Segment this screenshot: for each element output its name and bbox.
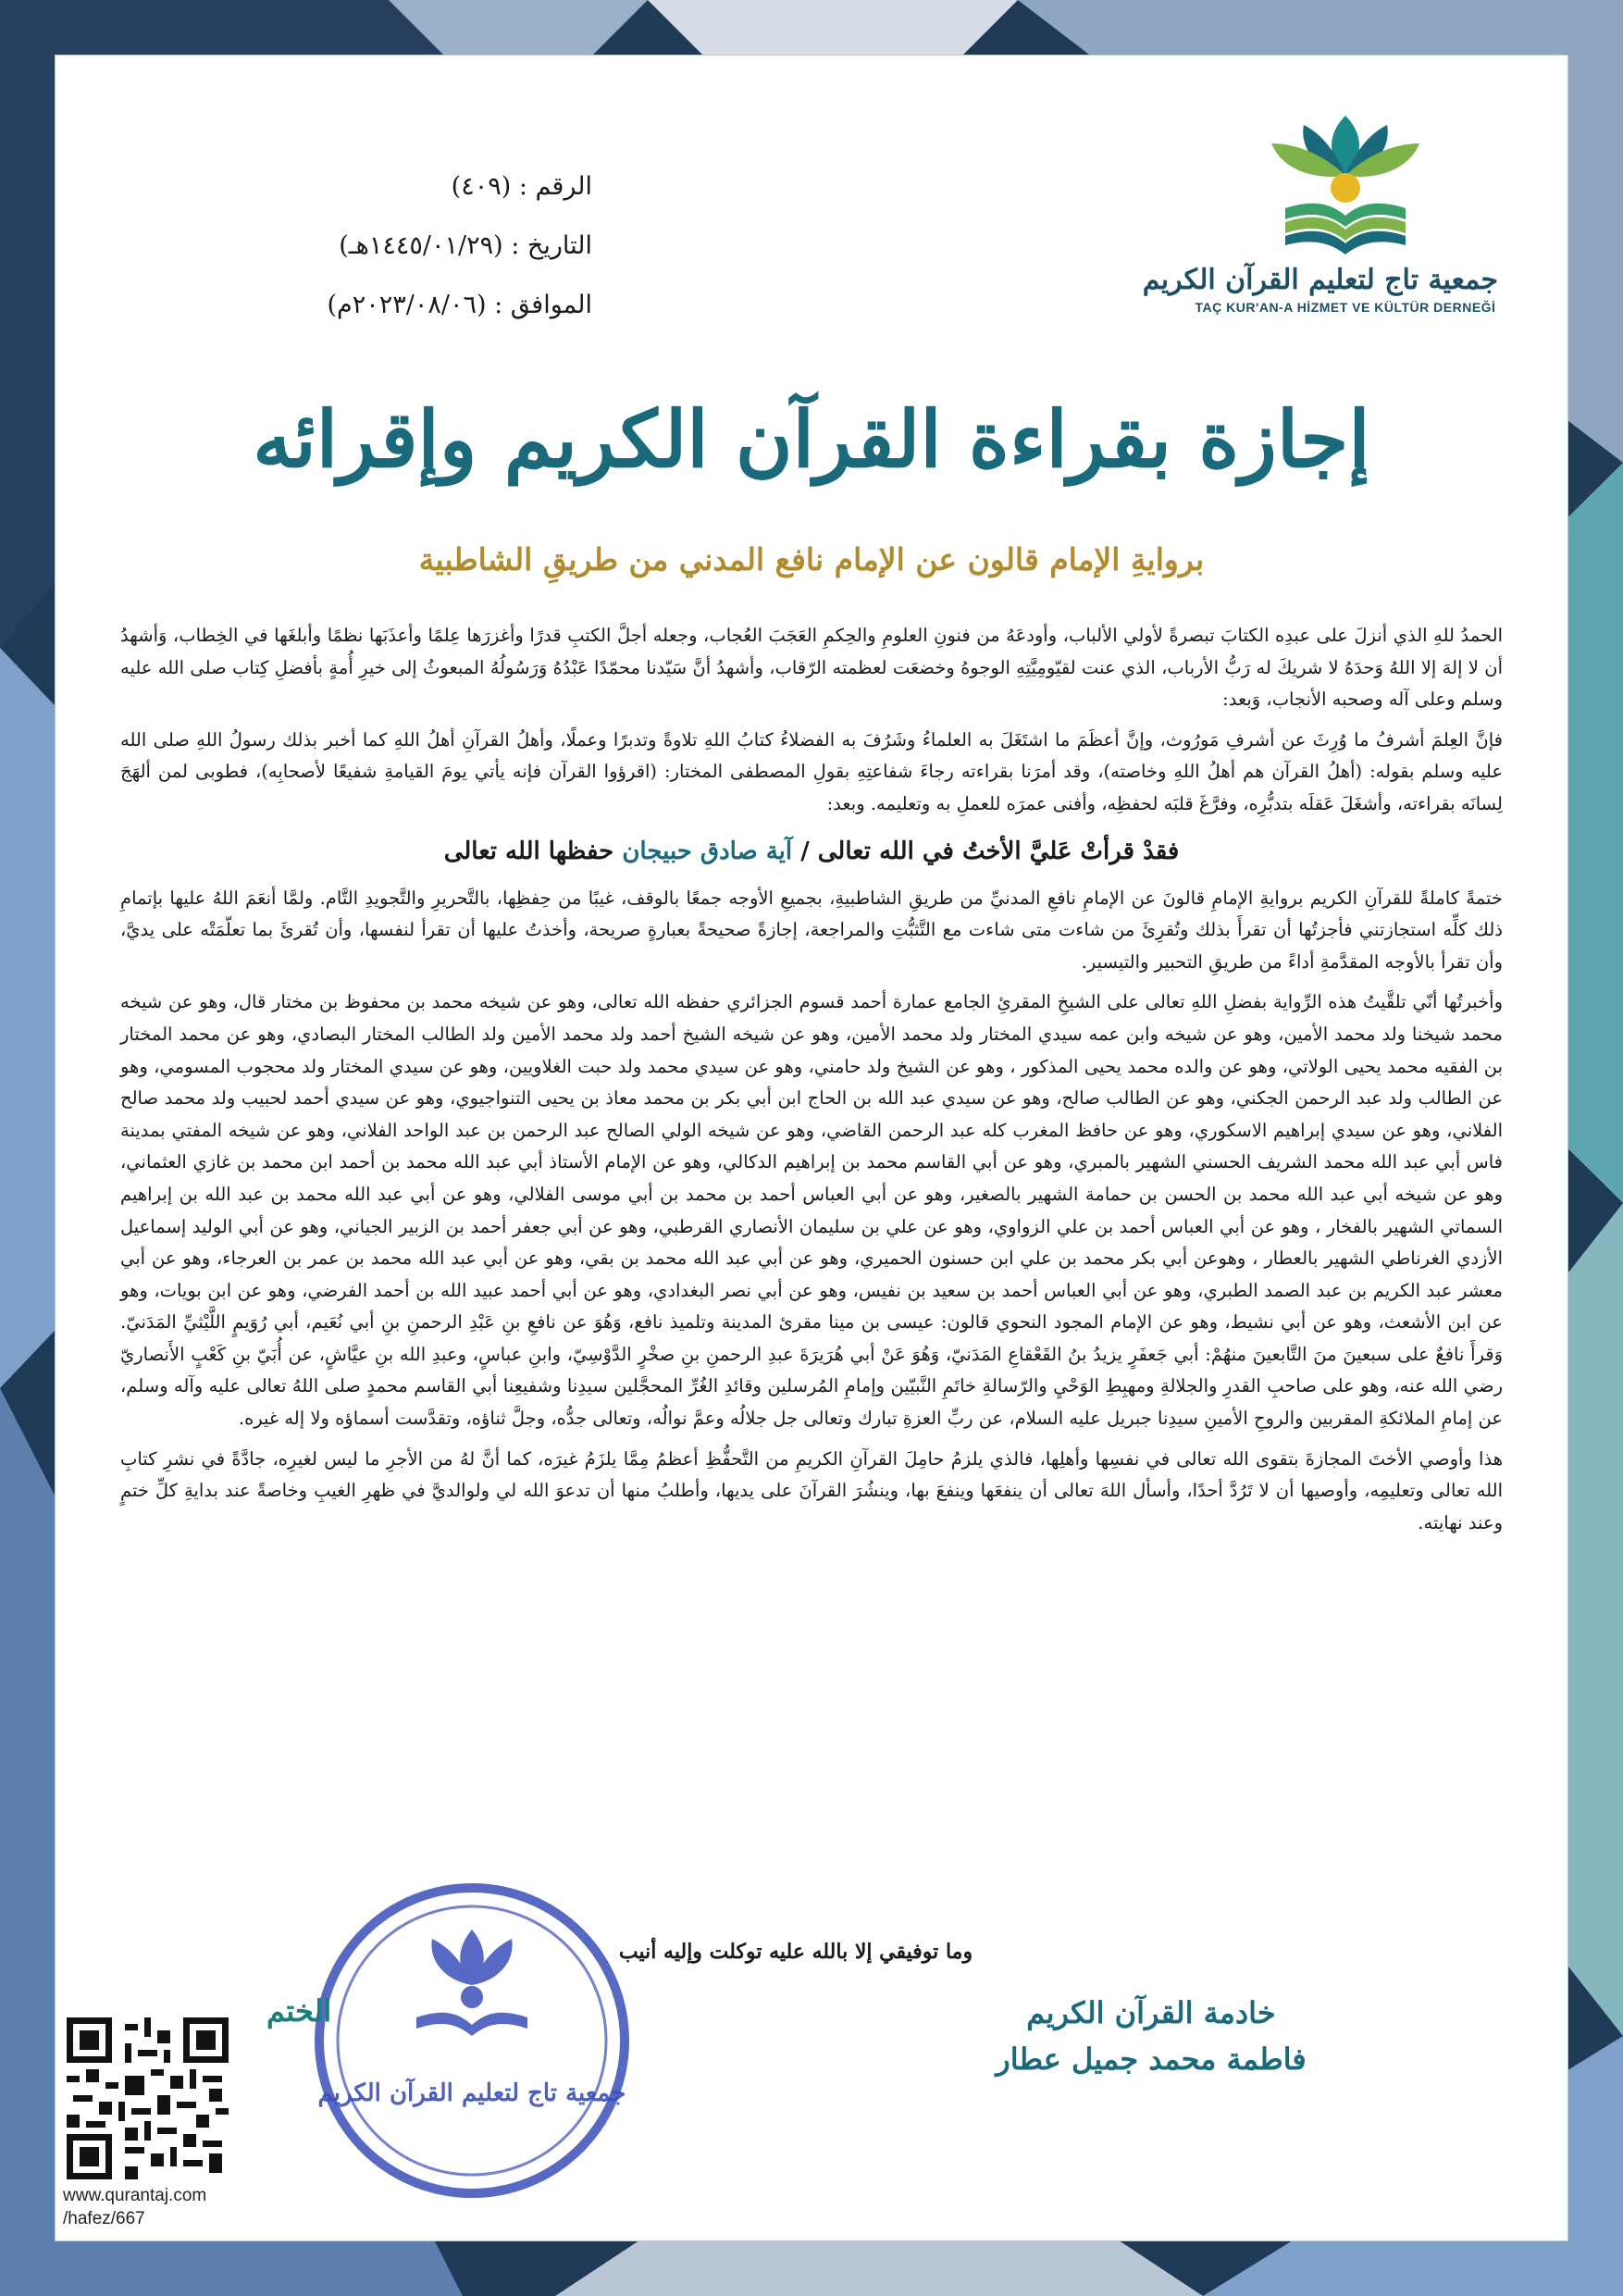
stamp-text: جمعية تاج لتعليم القرآن الكريم [317,2079,626,2107]
stamp-label: الختم [266,1993,332,2029]
logo-turkish-name: TAÇ KUR'AN-A HİZMET VE KÜLTÜR DERNEĞİ [1195,300,1496,315]
body-paragraph: هذا وأوصي الأختَ المجازةَ بتقوى الله تعالى في نفسِها وأهلِها، فالذي يلزمُ حامِلَ القرآنِ الكريمِ من التَّحفُّظِ أعظمُ مِمَّا يلزَمُ غيرَه، كما أنَّ لهُ من الأجرِ ما ليس لغيرِه، جادَّةً في نشرِ كتابِ الله تعالى وتعليمِه، وأوصيها أن لا تَرُدَّ أحدًا، وأسأل اللهَ تعالى أن ينفعَها وينفعَ بها، وينشُرَ القرآنَ على يديها، وأطلبُ منها أن تدعوَ الله لي ولوالديَّ في ظهرِ الغيبِ وخاصةً عند بدايةِ كلِّ ختمٍ وعند نهايته. [120,1447,1503,1533]
certificate-subtitle: بروايةِ الإمام قالون عن الإمام نافع المدني من طريقِ الشاطبية [418,541,1205,577]
lotus-book-icon [1262,106,1429,264]
recipient-name: آية صادق حبيجان [622,837,793,865]
certificate-card [56,56,1567,2240]
body-paragraph: فإنَّ العِلمَ أشرفُ ما وُرِثَ عن أشرفِ مَورُوث، وإنَّ أعظَمَ ما اشتَغَلَ به العلماءُ وشَرُفَ به الفضلاءُ كتابُ اللهِ تلاوةً وتدبرًا وعملًا، وأهلُ القرآنِ أهلُ اللهِ كما أخبر بذلك رسولُ اللهِ صلى الله عليه وسلم بقوله: (أهلُ القرآن هم أهلُ اللهِ وخاصته)، وقد أمرَنا بقراءته رجاءَ شفاعتِهِ بقولِ المصطفى المختار: (اقرؤوا القرآن فإنه يأتي يومَ القيامةِ شفيعًا لأصحابِه)، فطوبى لمن ألهَجَ لِسانَه بقراءته، وأشغَلَ عَقلَه بتدبُّرِه، وفرَّغَ قلبَه لحفظِه، وأفنى عمرَه للعملِ به وتعليمه. وبعد: [120,728,1503,814]
logo-arabic-name: جمعية تاج لتعليم القرآن الكريم [1142,264,1498,296]
certificate-body [120,620,1503,1547]
gregorian-date: الموافق : (٢٠٢٣/٠٨/٠٦م) [327,291,592,319]
signer-name: فاطمة محمد جميل عطار [996,2042,1307,2077]
qr-url[interactable] [63,2184,206,2230]
recipient-prefix: فقدْ قرأتْ عَليَّ الأختُ في الله تعالى / [800,837,1180,865]
organization-logo [1142,106,1498,315]
hijri-date: التاريخ : (١٤٤٥/٠١/٢٩هـ) [339,231,592,260]
reference-block [222,157,592,335]
body-paragraph: ختمةً كاملةً للقرآنِ الكريم بروايةِ الإمامِ قالونَ عن الإمامِ نافعِ المدنيِّ من طريقِ الشاطبيةِ، بجميعِ الأوجه جمعًا بالوقف، غيبًا من حِفظِها، بالتَّحريرِ والتَّجويدِ التَّام. ولمَّا أنعَمَ اللهُ عليها بإتمامِ ذلك كلِّه استجازتني فأجزتُها أن تقرأَ بذلك وتُقرِئَ من شاءت متى شاءت مع التَّثبُّتِ والمراجعة، إجازةً صحيحةً بعبارةٍ صريحة، وأخذتُ عليها أن تقرأ لنفسها، وأن تُقرئَ بما تعلّمَتْه على يديَّ، وأن تقرأ بالأوجه المقدَّمةِ أداءً من طريقِ التحبير والتيسير. [120,887,1503,973]
body-paragraph: وأخبرتُها أنّي تلقَّيتُ هذه الرِّواية بفضلِ اللهِ تعالى على الشيخِ المقرئِ الجامع عمارة أحمد قسوم الجزائري حفظه الله تعالى، وهو عن شيخه محمد بن محفوظ بن مختار قال، وهو عن شيخه محمد شيخنا ولد محمد الأمين، وهو عن شيخه وابن عمه سيدي المختار ولد محمد الأمين، وهو عن شيخه الشيخ أحمد ولد محمد الأمين ولد الطالب المختار البصادي، وهو عن محمد المختار بن الفقيه محمد يحيى الولاتي، وهو عن والده محمد يحيى المذكور ، وهو عن الشيخ ولد حامني، وهو عن سيدي محمد ولد حبت الغلاويين، وهو عن سيدي المختار ولد محجوب المسومي، وهو عن الطالب ولد عبد الرحمن الجكني، وهو عن الطالب صالح، وهو عن سيدي عبد الله بن الحاج ابن أبي بكر بن محمد معاذ بن يحيى التنواجيوي، وهو عن سيدي أحمد لحبيب ولد محمد صالح الفلاني، وهو عن سيدي إبراهيم الاسكوري، وهو عن حافظ المغرب كله عبد الرحمن القاضي، وهو عن شيخه الولي الصالح عبد الرحمن بن عبد الواحد الفلاني، وهو عن شيخه المفتي بمدينة فاس أبي عبد الله محمد الشريف الحسني الشهير بالمبري، وهو عن أبي القاسم محمد بن إبراهيم الدكالي، وهو عن الإمام الأستاذ أبي عبد الله محمد بن أحمد ابن محمد بن غازي العثماني، وهو عن شيخه أبي عبد الله محمد بن الحسن بن حمامة الشهير بالصغير، وهو عن أبي العباس أحمد بن محمد بن أبي موسى الفلالي، وهو عن أبي عبد الله محمد بن عبد الله بن إبراهيم السماتي الشهير بالفخار ، وهو عن أبي العباس أحمد بن علي الزواوي، وهو عن علي بن سليمان الأنصاري القرطبي، وهو عن أبي جعفر أحمد بن الزبير الجياني، وهو عن أبي الوليد إسماعيل الأزدي الغرناطي الشهير بالعطار ، وهوعن أبي بكر محمد بن علي ابن حسنون الحميري، وهو عن أبي عبد الله محمد بن بقي، وهو عن أبي عبد الله محمد بن عمر بن العرجاء، وهو عن أبي معشر عبد الكريم بن عبد الصمد الطبري، وهو عن أبي العباس أحمد بن سعيد بن نفيس، وهو عن أبي نصر البغدادي، وهو عن أبي أحمد عبيد الله بن أحمد الفرضي، وهو عن ابن بويات، وهو عن ابن الأشعث، وهو عن أبي نشيط، وهو عن الإمام المجود النحوي قالون: عيسى بن مينا مقرئ المدينة وتلميذ نافع، وَهُوَ عن نافعِ بنِ عَبْدِ الرحمنِ بنِ أبي نُعَيم، أبي رُوَيمٍ اللَّيْثيِّ المَدَنيّ. وَقرأَ نافعٌ على سبعينَ منَ التَّابعينَ منهُمْ: أبي جَعفَرٍ يزيدُ بنُ القَعْقاعِ المَدَنيّ، وَهُوَ عَنْ أبي هُرَيرَةَ عبدِ الرحمنِ بنِ صخْرٍ الدَّوْسِيّ، وابنِ عباسٍ، وعبدِ الله بنِ عيَّاشٍ، عن أُبَيّ بنِ كَعْبٍ الأَنصاريّ رضي الله عنه، وهو على صاحبِ القدرِ والجلالةِ ومهبِطِ الوَحْيِ والرّسالةِ خاتَمِ النَّبيّين وإمامِ المُرسلين وقائدِ الغُرِّ المحجَّلين سيدِنا وشفيعِنا أبي القاسم محمدٍ صلى اللهُ تعالى عليه وآله وسلم، عن إمامِ الملائكةِ المقربين والروحِ الأمينِ سيدِنا جبريل عليه السلام، عن ربِّ العزةِ تبارك وتعالى جل جلالُه وعمَّ نوالُه، وتعالى جدُّه، وجلَّ ثناؤه، وتقدَّست أسماؤه ولا إله غيره. [120,991,1503,1430]
body-paragraph: الحمدُ للهِ الذي أنزلَ على عبدِه الكتابَ تبصرةً لأولي الألباب، وأودعَهُ من فنونِ العلومِ والحِكمِ العَجَبَ العُجاب، وجعله أجلَّ الكتبِ قدرًا وأغزرَها عِلمًا وأعذَبَها نظمًا وأبلغَها في الخِطاب، وَأشهدُ أن لا إلهَ إلا اللهُ وَحدَهُ لا شريكَ له رَبُّ الأرباب، الذي عنت لقيّومِيَّتِهِ الوجوهُ وخضعَت لعظمته الرّقاب، وأشهدُ أنَّ سَيّدنا محمّدًا عَبْدُهُ وَرَسُولُهُ المبعوثُ إلى خيرِ أُمةٍ بأفضلِ كِتاب صلى الله عليه وسلم وعلى آله وصحبه الأنجاب، وَبعد: [120,625,1503,711]
recipient-line [120,829,1503,874]
stamp-lotus-icon [416,1930,527,2036]
qr-url-line2: /hafez/667 [63,2209,145,2228]
reference-number: الرقم : (٤٠٩) [451,172,592,201]
qr-url-line1: www.qurantaj.com [63,2186,207,2205]
signer-block [920,1990,1382,2082]
signer-role: خادمة القرآن الكريم [1026,1995,1276,2030]
closing-line: وما توفيقي إلا بالله عليه توكلت وإليه أنيب [618,1940,973,1964]
certificate-title: إجازة بقراءة القرآن الكريم وإقرائه [253,393,1370,485]
qr-code[interactable] [67,2017,229,2179]
recipient-suffix: حفظها الله تعالى [443,837,614,865]
official-stamp [310,1879,634,2203]
